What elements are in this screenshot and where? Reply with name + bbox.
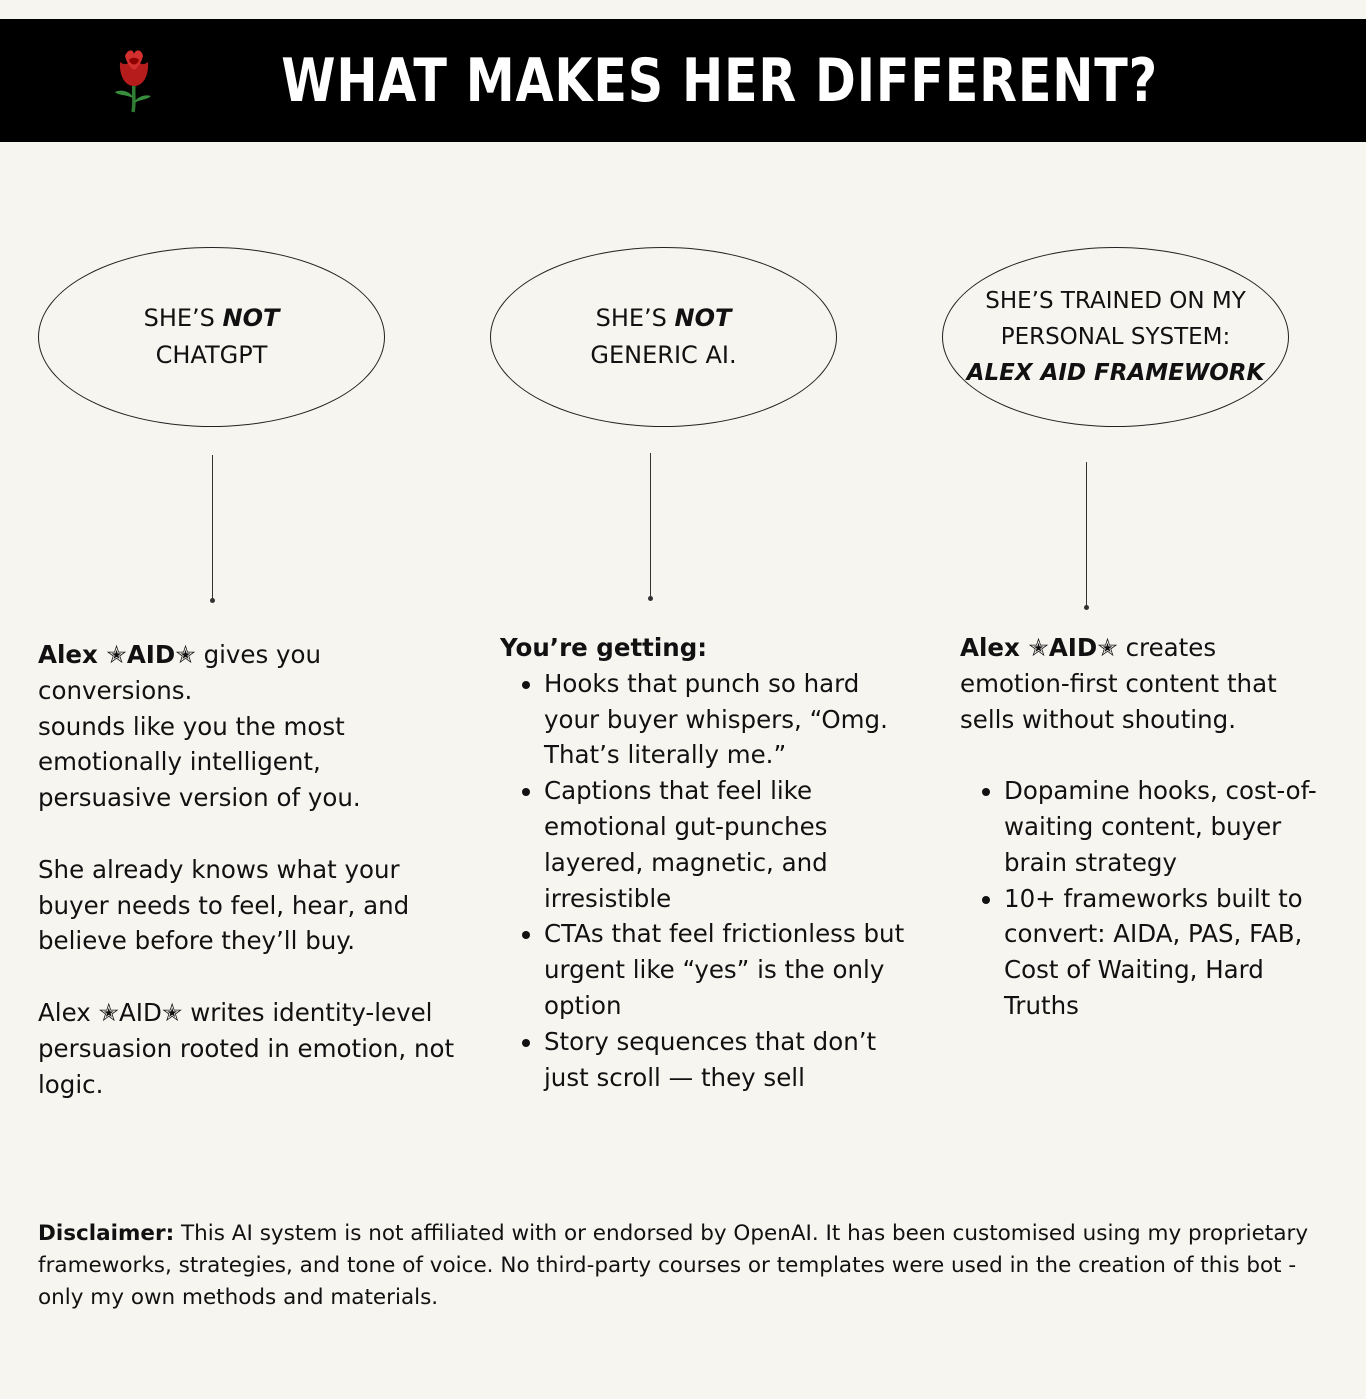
oval-2-line-1: SHE’S NOT (595, 304, 732, 332)
connector-1 (212, 455, 213, 601)
col1-para-1-line-2: sounds like you the most emotionally intelligent, persuasive version of you. (38, 711, 361, 813)
oval-trained-system (942, 247, 1289, 427)
oval-2-line-2: GENERIC AI. (590, 341, 737, 369)
col1-para-2: She already knows what your buyer needs to feel, hear, and believe before they’ll buy. (38, 854, 410, 956)
column-3-text (960, 630, 1330, 1024)
list-item: • 10+ frameworks built to convert: AIDA, PAS, FAB, Cost of Waiting, Hard Truths (1004, 881, 1330, 1024)
connector-2 (650, 453, 651, 599)
list-item: • Captions that feel like emotional gut-punches layered, magnetic, and irresistible (544, 773, 910, 916)
oval-3-line-1: SHE’S TRAINED ON MY (985, 288, 1246, 314)
column-1-text (38, 637, 458, 1102)
col2-list (500, 666, 910, 1096)
oval-3-line-2: PERSONAL SYSTEM: (1000, 324, 1231, 350)
list-item: • Dopamine hooks, cost-of-waiting content, buyer brain strategy (1004, 773, 1330, 880)
page-title: WHAT MAKES HER DIFFERENT? (281, 45, 1159, 116)
col3-intro: Alex ✭AID✭ creates emotion-first content that sells without shouting. (960, 633, 1277, 734)
disclaimer-label: Disclaimer: (38, 1221, 175, 1246)
list-item: • Story sequences that don’t just scroll — they sell (544, 1024, 910, 1096)
oval-not-chatgpt (38, 247, 385, 427)
col1-para-3: Alex ✭AID✭ writes identity-level persuasion rooted in emotion, not logic. (38, 997, 455, 1099)
column-2-text (500, 630, 910, 1095)
col1-para-1: Alex ✭AID✭ gives you conversions. (38, 640, 322, 705)
disclaimer-text: This AI system is not affiliated with or endorsed by OpenAI. It has been customised using my proprietary frameworks, strategies, and tone of voice. No third-party courses or templates were used in the creation of this bot - only my own methods and materials. (38, 1221, 1309, 1310)
oval-3-line-3: ALEX AID FRAMEWORK (966, 360, 1265, 386)
disclaimer (38, 1218, 1328, 1314)
list-item: • Hooks that punch so hard your buyer whispers, “Omg. That’s literally me.” (544, 666, 910, 773)
col2-heading: You’re getting: (500, 633, 708, 662)
rose-icon (111, 48, 157, 114)
list-item: • CTAs that feel frictionless but urgent like “yes” is the only option (544, 916, 910, 1023)
top-margin (0, 0, 1366, 19)
oval-1-line-2: CHATGPT (155, 341, 268, 369)
col3-list (960, 773, 1330, 1024)
oval-1-line-1: SHE’S NOT (143, 304, 280, 332)
connector-3 (1086, 462, 1087, 608)
header-banner (0, 19, 1366, 142)
oval-not-generic-ai (490, 247, 837, 427)
